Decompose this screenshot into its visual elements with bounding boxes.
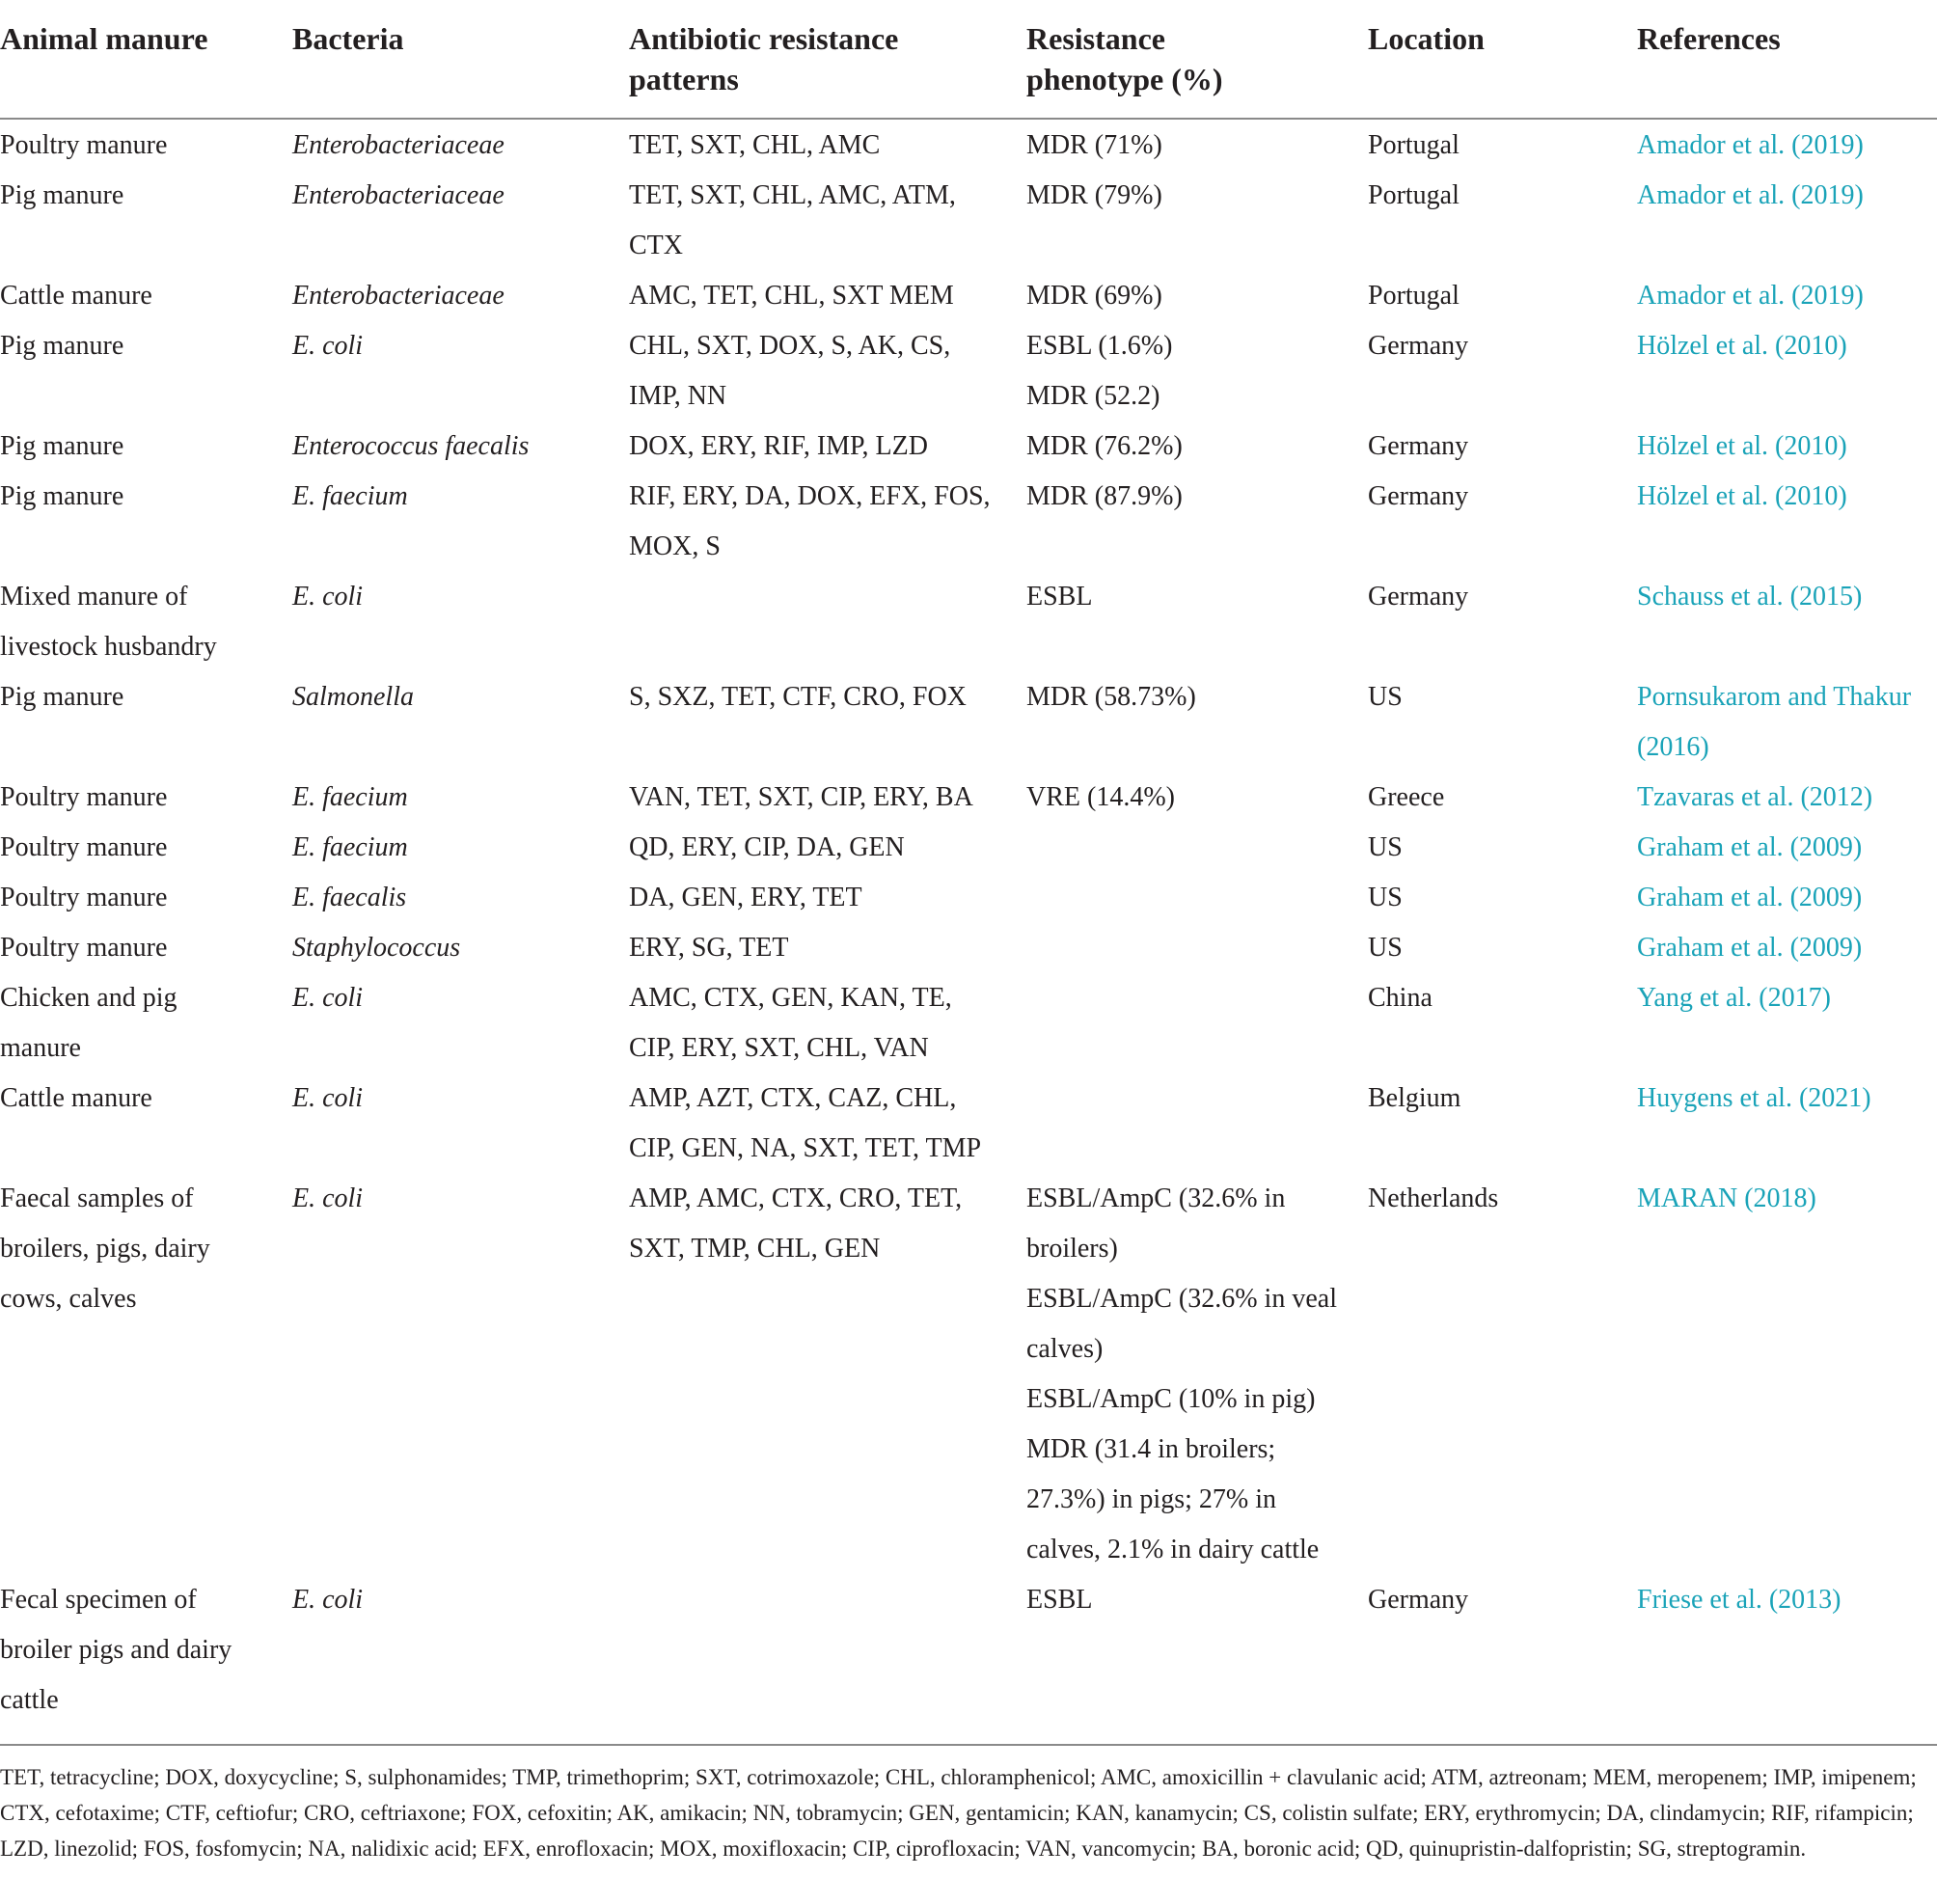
reference-link[interactable] [1637, 823, 1937, 873]
cell-line: cows, calves [0, 1284, 137, 1314]
cell-animal-manure [0, 1575, 292, 1728]
cell-location: Germany [1368, 481, 1469, 511]
cell-bacteria: E. coli [292, 1183, 364, 1213]
cell-resistance-phenotype [1026, 1575, 1368, 1728]
cell-line: CIP, GEN, NA, SXT, TET, TMP [629, 1133, 982, 1163]
cell-line: MDR (76.2%) [1026, 431, 1183, 461]
cell-resistance-phenotype [1026, 171, 1368, 271]
table-body [0, 119, 1937, 1728]
cell-line: AMP, AMC, CTX, CRO, TET, [629, 1183, 963, 1213]
cell-antibiotic-patterns [629, 171, 1026, 271]
cell-resistance-phenotype [1026, 119, 1368, 171]
cell-line: CTX [629, 231, 683, 260]
cell-animal-manure [0, 472, 292, 572]
reference-link[interactable] [1637, 923, 1937, 973]
table-row [0, 271, 1937, 321]
cell-line: AMC, CTX, GEN, KAN, TE, [629, 983, 952, 1013]
cell-location: US [1368, 832, 1403, 862]
cell-bacteria: Enterococcus faecalis [292, 431, 530, 461]
cell-line: broilers, pigs, dairy [0, 1234, 210, 1264]
cell-location: Germany [1368, 331, 1469, 361]
cell-line: SXT, TMP, CHL, GEN [629, 1234, 881, 1264]
cell-line: Hölzel et al. (2010) [1637, 331, 1847, 361]
cell-animal-manure [0, 773, 292, 823]
cell-bacteria: Salmonella [292, 682, 414, 712]
cell-animal-manure [0, 873, 292, 923]
reference-link[interactable] [1637, 119, 1937, 171]
cell-line: Graham et al. (2009) [1637, 832, 1863, 862]
cell-location: Germany [1368, 431, 1469, 461]
cell-antibiotic-patterns [629, 672, 1026, 773]
cell-antibiotic-patterns [629, 271, 1026, 321]
reference-link[interactable] [1637, 672, 1937, 773]
cell-line: MDR (87.9%) [1026, 481, 1183, 511]
cell-line: Cattle manure [0, 1083, 152, 1113]
reference-link[interactable] [1637, 472, 1937, 572]
cell-line: calves) [1026, 1334, 1104, 1364]
col-header-resistance-phenotype [1026, 0, 1368, 119]
cell-line: Faecal samples of [0, 1183, 194, 1213]
cell-line: Tzavaras et al. (2012) [1637, 782, 1873, 812]
cell-line: Pornsukarom and Thakur [1637, 682, 1912, 712]
reference-link[interactable] [1637, 873, 1937, 923]
cell-line: RIF, ERY, DA, DOX, EFX, FOS, [629, 481, 991, 511]
cell-antibiotic-patterns [629, 923, 1026, 973]
cell-line: Poultry manure [0, 883, 168, 912]
cell-line: ESBL/AmpC (10% in pig) [1026, 1384, 1316, 1414]
cell-location: Portugal [1368, 180, 1460, 210]
cell-line: Graham et al. (2009) [1637, 883, 1863, 912]
cell-line: ESBL/AmpC (32.6% in [1026, 1183, 1286, 1213]
table-row [0, 823, 1937, 873]
cell-line: DOX, ERY, RIF, IMP, LZD [629, 431, 928, 461]
cell-line: ESBL [1026, 1585, 1093, 1615]
cell-line: livestock husbandry [0, 632, 217, 662]
cell-line: Poultry manure [0, 130, 168, 160]
col-header-bacteria [292, 0, 629, 119]
table-row [0, 171, 1937, 271]
cell-line: Location [1368, 21, 1485, 56]
cell-animal-manure [0, 271, 292, 321]
table-row [0, 973, 1937, 1074]
col-header-references [1637, 0, 1937, 119]
cell-line: Poultry manure [0, 933, 168, 963]
cell-location: Germany [1368, 1585, 1469, 1615]
cell-line: Friese et al. (2013) [1637, 1585, 1842, 1615]
cell-bacteria: E. faecalis [292, 883, 407, 912]
cell-location: Portugal [1368, 281, 1460, 311]
cell-line: Amador et al. (2019) [1637, 281, 1864, 311]
cell-line: calves, 2.1% in dairy cattle [1026, 1535, 1320, 1564]
reference-link[interactable] [1637, 1575, 1937, 1728]
table-footnote: TET, tetracycline; DOX, doxycycline; S, sulphonamides; TMP, trimethoprim; SXT, cotrimoxazole; CHL, chloramphenicol; AMC, amoxicillin + clavulanic acid; ATM, aztreonam; MEM, meropenem; IMP, imipenem; CTX, cefotaxime; CTF, ceftiofur; CRO, ceftriaxone; FOX, cefoxitin; AK, amikacin; NN, tobramycin; GEN, gentamicin; KAN, kanamycin; CS, colistin sulfate; ERY, erythromycin; DA, clindamycin; RIF, rifampicin; LZD, linezolid; FOS, fosfomycin; NA, nalidixic acid; EFX, enrofloxacin; MOX, moxifloxacin; CIP, ciprofloxacin; VAN, vancomycin; BA, boronic acid; QD, quinupristin-dalfopristin; SG, streptogramin. [0, 1744, 1937, 1866]
cell-animal-manure [0, 171, 292, 271]
cell-line: ESBL [1026, 582, 1093, 612]
cell-line: broiler pigs and dairy [0, 1635, 232, 1665]
cell-antibiotic-patterns [629, 572, 1026, 672]
cell-line: Cattle manure [0, 281, 152, 311]
cell-line: Chicken and pig [0, 983, 177, 1013]
cell-antibiotic-patterns [629, 1575, 1026, 1728]
reference-link[interactable] [1637, 773, 1937, 823]
cell-location: Greece [1368, 782, 1445, 812]
cell-location: Portugal [1368, 130, 1460, 160]
cell-antibiotic-patterns [629, 321, 1026, 422]
cell-line: Resistance [1026, 21, 1165, 56]
cell-line: Huygens et al. (2021) [1637, 1083, 1871, 1113]
cell-antibiotic-patterns [629, 873, 1026, 923]
cell-location: US [1368, 682, 1403, 712]
cell-line: ESBL/AmpC (32.6% in veal [1026, 1284, 1337, 1314]
cell-line: Hölzel et al. (2010) [1637, 481, 1847, 511]
cell-line: Mixed manure of [0, 582, 188, 612]
cell-line: References [1637, 21, 1781, 56]
cell-bacteria: E. coli [292, 582, 364, 612]
cell-line: TET, SXT, CHL, AMC [629, 130, 881, 160]
cell-location: Belgium [1368, 1083, 1461, 1113]
reference-link[interactable] [1637, 1174, 1937, 1575]
cell-resistance-phenotype [1026, 923, 1368, 973]
cell-bacteria: E. faecium [292, 481, 408, 511]
cell-line: DA, GEN, ERY, TET [629, 883, 862, 912]
cell-animal-manure [0, 321, 292, 422]
cell-antibiotic-patterns [629, 1074, 1026, 1174]
cell-line: MOX, S [629, 531, 721, 561]
cell-bacteria: Enterobacteriaceae [292, 281, 505, 311]
cell-line: patterns [629, 62, 739, 96]
cell-line: Pig manure [0, 331, 124, 361]
cell-resistance-phenotype [1026, 672, 1368, 773]
cell-line: AMC, TET, CHL, SXT MEM [629, 281, 954, 311]
cell-bacteria: E. coli [292, 1083, 364, 1113]
cell-bacteria: E. coli [292, 983, 364, 1013]
cell-line: VAN, TET, SXT, CIP, ERY, BA [629, 782, 973, 812]
reference-link[interactable] [1637, 1074, 1937, 1174]
cell-bacteria: E. faecium [292, 832, 408, 862]
cell-resistance-phenotype [1026, 572, 1368, 672]
cell-line: MDR (71%) [1026, 130, 1162, 160]
cell-line: broilers) [1026, 1234, 1118, 1264]
cell-line: Pig manure [0, 180, 124, 210]
cell-antibiotic-patterns [629, 422, 1026, 472]
cell-animal-manure [0, 672, 292, 773]
cell-line: ESBL (1.6%) [1026, 331, 1173, 361]
cell-location: Netherlands [1368, 1183, 1499, 1213]
cell-line: MDR (58.73%) [1026, 682, 1196, 712]
col-header-animal-manure [0, 0, 292, 119]
cell-line: Amador et al. (2019) [1637, 180, 1864, 210]
cell-line: Hölzel et al. (2010) [1637, 431, 1847, 461]
cell-bacteria: Enterobacteriaceae [292, 180, 505, 210]
cell-line: S, SXZ, TET, CTF, CRO, FOX [629, 682, 967, 712]
cell-line: MDR (31.4 in broilers; [1026, 1434, 1276, 1464]
cell-line: phenotype (%) [1026, 62, 1223, 96]
cell-antibiotic-patterns [629, 773, 1026, 823]
table-row [0, 923, 1937, 973]
cell-line: Yang et al. (2017) [1637, 983, 1831, 1013]
cell-line: Amador et al. (2019) [1637, 130, 1864, 160]
cell-resistance-phenotype [1026, 422, 1368, 472]
cell-location: US [1368, 883, 1403, 912]
cell-line: Pig manure [0, 431, 124, 461]
cell-line: Pig manure [0, 682, 124, 712]
cell-animal-manure [0, 422, 292, 472]
cell-line: cattle [0, 1685, 59, 1715]
cell-antibiotic-patterns [629, 119, 1026, 171]
reference-link[interactable] [1637, 973, 1937, 1074]
cell-bacteria: E. faecium [292, 782, 408, 812]
table-header [0, 0, 1937, 119]
reference-link[interactable] [1637, 572, 1937, 672]
cell-resistance-phenotype [1026, 1174, 1368, 1575]
cell-line: Graham et al. (2009) [1637, 933, 1863, 963]
cell-line: Fecal specimen of [0, 1585, 197, 1615]
table-row [0, 1174, 1937, 1575]
table-row [0, 1575, 1937, 1728]
cell-bacteria: Staphylococcus [292, 933, 461, 963]
cell-line: Bacteria [292, 21, 404, 56]
table-row [0, 773, 1937, 823]
cell-line: MARAN (2018) [1637, 1183, 1816, 1213]
cell-resistance-phenotype [1026, 973, 1368, 1074]
cell-animal-manure [0, 923, 292, 973]
cell-line: MDR (69%) [1026, 281, 1162, 311]
cell-animal-manure [0, 1174, 292, 1575]
cell-line: Antibiotic resistance [629, 21, 899, 56]
cell-animal-manure [0, 973, 292, 1074]
cell-line: MDR (52.2) [1026, 381, 1160, 411]
cell-resistance-phenotype [1026, 773, 1368, 823]
cell-resistance-phenotype [1026, 321, 1368, 422]
cell-antibiotic-patterns [629, 472, 1026, 572]
cell-antibiotic-patterns [629, 1174, 1026, 1575]
cell-animal-manure [0, 572, 292, 672]
table-row [0, 119, 1937, 171]
cell-bacteria: E. coli [292, 331, 364, 361]
cell-resistance-phenotype [1026, 472, 1368, 572]
cell-line: Pig manure [0, 481, 124, 511]
cell-line: Schauss et al. (2015) [1637, 582, 1863, 612]
cell-line: ERY, SG, TET [629, 933, 789, 963]
cell-animal-manure [0, 1074, 292, 1174]
cell-line: QD, ERY, CIP, DA, GEN [629, 832, 905, 862]
cell-location: China [1368, 983, 1432, 1013]
cell-line: AMP, AZT, CTX, CAZ, CHL, [629, 1083, 957, 1113]
cell-line: CHL, SXT, DOX, S, AK, CS, [629, 331, 951, 361]
table-row [0, 472, 1937, 572]
table-row [0, 422, 1937, 472]
cell-bacteria: E. coli [292, 1585, 364, 1615]
table-row [0, 321, 1937, 422]
cell-line: IMP, NN [629, 381, 727, 411]
table-row [0, 873, 1937, 923]
cell-resistance-phenotype [1026, 823, 1368, 873]
cell-line: Poultry manure [0, 782, 168, 812]
table-row [0, 1074, 1937, 1174]
cell-line: Poultry manure [0, 832, 168, 862]
cell-line: CIP, ERY, SXT, CHL, VAN [629, 1033, 929, 1063]
table-row [0, 572, 1937, 672]
table-row [0, 672, 1937, 773]
cell-resistance-phenotype [1026, 1074, 1368, 1174]
cell-line: manure [0, 1033, 81, 1063]
cell-location: Germany [1368, 582, 1469, 612]
cell-line: VRE (14.4%) [1026, 782, 1175, 812]
reference-link[interactable] [1637, 171, 1937, 271]
cell-resistance-phenotype [1026, 873, 1368, 923]
col-header-antibiotic-patterns [629, 0, 1026, 119]
cell-animal-manure [0, 823, 292, 873]
cell-line: TET, SXT, CHL, AMC, ATM, [629, 180, 956, 210]
cell-bacteria: Enterobacteriaceae [292, 130, 505, 160]
cell-line: Animal manure [0, 21, 208, 56]
reference-link[interactable] [1637, 271, 1937, 321]
reference-link[interactable] [1637, 321, 1937, 422]
cell-antibiotic-patterns [629, 823, 1026, 873]
cell-line: (2016) [1637, 732, 1709, 762]
cell-line: MDR (79%) [1026, 180, 1162, 210]
header-row [0, 0, 1937, 119]
col-header-location [1368, 0, 1637, 119]
cell-line: 27.3%) in pigs; 27% in [1026, 1484, 1276, 1514]
reference-link[interactable] [1637, 422, 1937, 472]
cell-resistance-phenotype [1026, 271, 1368, 321]
cell-antibiotic-patterns [629, 973, 1026, 1074]
cell-location: US [1368, 933, 1403, 963]
cell-animal-manure [0, 119, 292, 171]
